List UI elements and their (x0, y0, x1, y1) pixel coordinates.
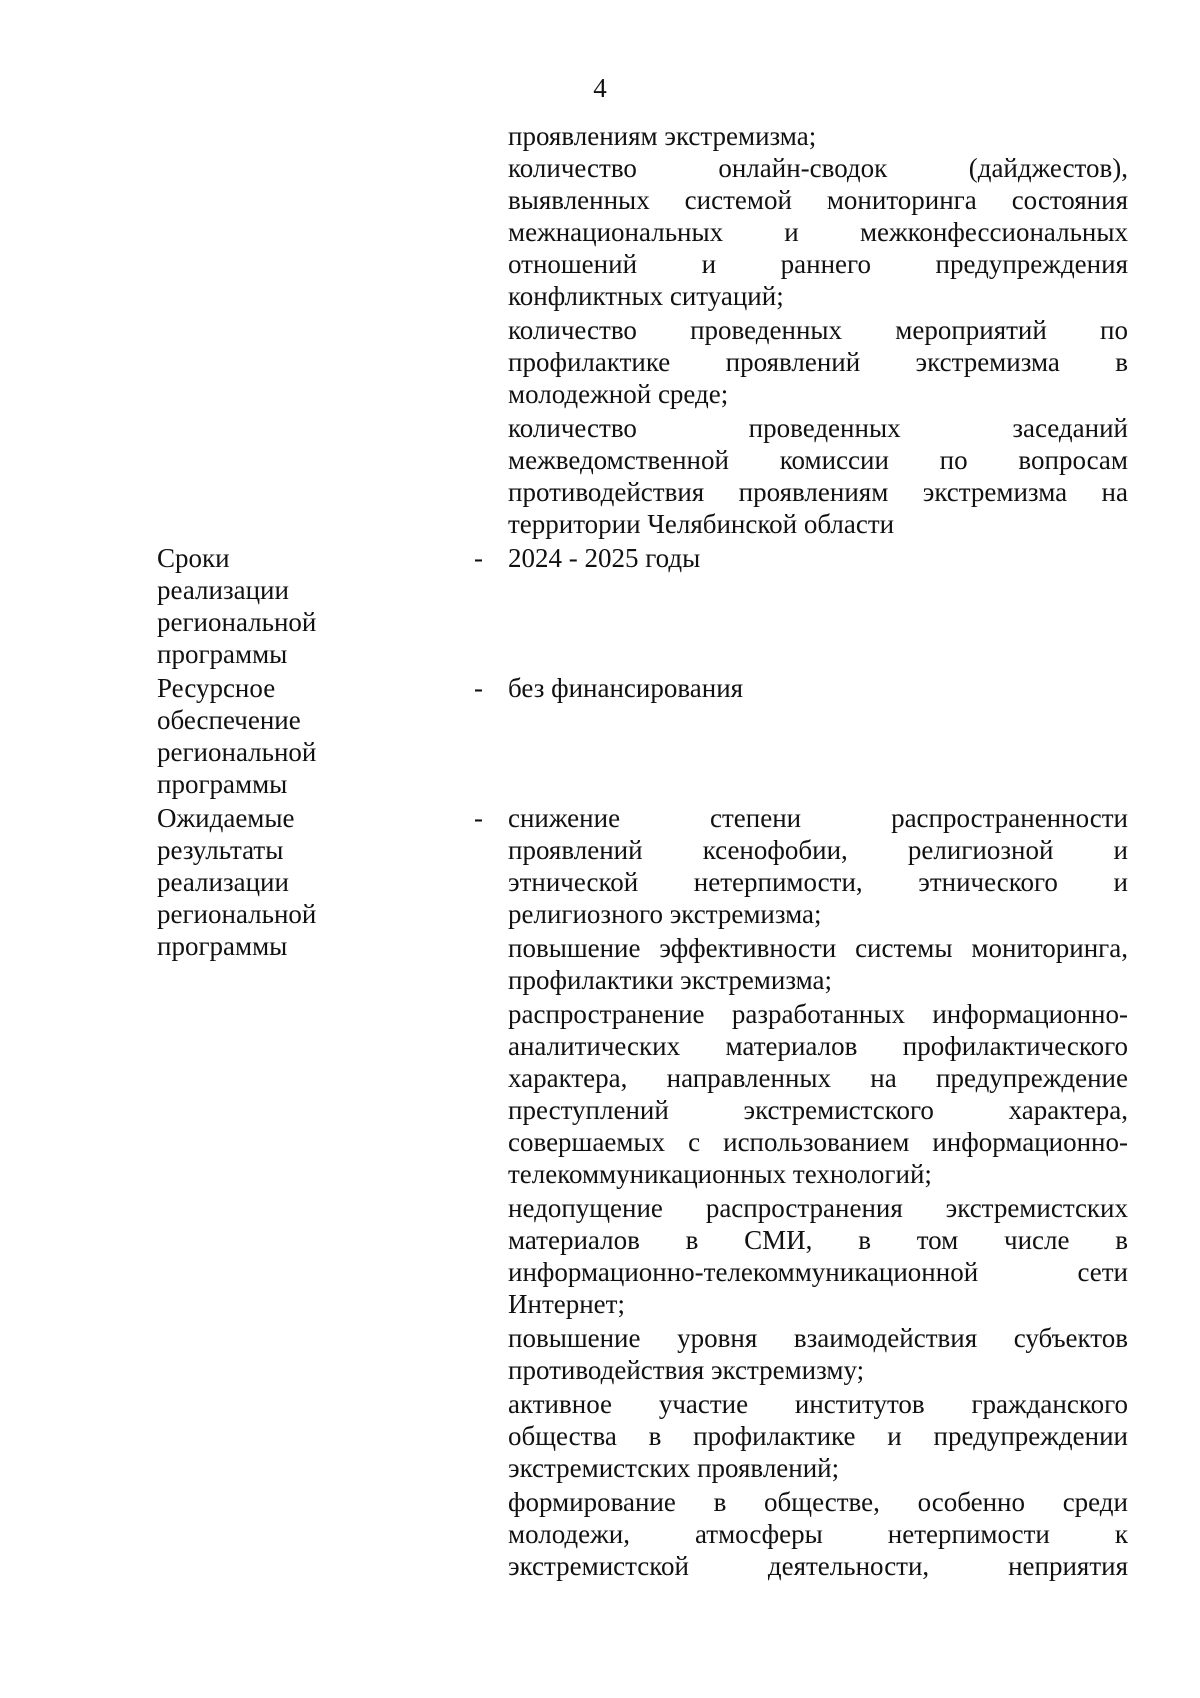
content-line: повышение эффективности системы мониторинга, (508, 933, 1128, 963)
label-line: региональной (157, 899, 317, 929)
content-line: молодежи, атмосферы нетерпимости к (508, 1519, 1128, 1549)
content-line: информационно-телекоммуникационной сети (508, 1257, 1128, 1287)
content-line: межведомственной комиссии по вопросам (508, 445, 1128, 475)
content-line: отношений и раннего предупреждения (508, 249, 1128, 279)
label-line: реализации (157, 867, 289, 897)
content-line: молодежной среде; (508, 379, 729, 409)
content-line: недопущение распространения экстремистских (508, 1193, 1128, 1223)
content-line: совершаемых с использованием информационно- (508, 1127, 1128, 1157)
content-line: без финансирования (508, 673, 744, 703)
content-line: формирование в обществе, особенно среди (508, 1487, 1128, 1517)
content-line: этнической нетерпимости, этнического и (508, 867, 1128, 897)
label-line: Сроки (157, 543, 230, 573)
label-line: программы (157, 639, 288, 669)
label-line: региональной (157, 737, 317, 767)
content-line: повышение уровня взаимодействия субъектов (508, 1323, 1128, 1353)
dash-separator: - (474, 803, 483, 833)
content-line: распространение разработанных информационно- (508, 999, 1128, 1029)
content-line: количество проведенных заседаний (508, 413, 1128, 443)
content-line: аналитических материалов профилактического (508, 1031, 1128, 1061)
content-line: 2024 - 2025 годы (508, 543, 701, 573)
content-line: материалов в СМИ, в том числе в (508, 1225, 1128, 1255)
label-line: Ресурсное (157, 673, 276, 703)
content-line: профилактики экстремизма; (508, 965, 833, 995)
page-number: 4 (593, 73, 607, 103)
label-line: программы (157, 931, 288, 961)
content-line: экстремистских проявлений; (508, 1453, 840, 1483)
label-line: Ожидаемые (157, 803, 295, 833)
content-line: религиозного экстремизма; (508, 899, 822, 929)
content-line: активное участие институтов гражданского (508, 1389, 1128, 1419)
label-line: региональной (157, 607, 317, 637)
content-line: количество проведенных мероприятий по (508, 315, 1128, 345)
label-line: обеспечение (157, 705, 301, 735)
content-line: преступлений экстремистского характера, (508, 1095, 1128, 1125)
content-line: телекоммуникационных технологий; (508, 1159, 932, 1189)
dash-separator: - (474, 673, 483, 703)
content-line: выявленных системой мониторинга состояния (508, 185, 1128, 215)
label-line: результаты (157, 835, 284, 865)
label-line: программы (157, 769, 288, 799)
dash-separator: - (474, 543, 483, 573)
content-line: территории Челябинской области (508, 509, 895, 539)
label-line: реализации (157, 575, 289, 605)
content-line: количество онлайн-сводок (дайджестов), (508, 153, 1128, 183)
content-line: межнациональных и межконфессиональных (508, 217, 1128, 247)
content-line: проявлениям экстремизма; (508, 121, 817, 151)
content-line: профилактике проявлений экстремизма в (508, 347, 1128, 377)
content-line: снижение степени распространенности (508, 803, 1128, 833)
content-line: экстремистской деятельности, неприятия (508, 1551, 1128, 1581)
content-line: проявлений ксенофобии, религиозной и (508, 835, 1128, 865)
content-line: конфликтных ситуаций; (508, 281, 784, 311)
content-line: противодействия экстремизму; (508, 1355, 865, 1385)
content-line: Интернет; (508, 1289, 625, 1319)
content-line: характера, направленных на предупреждение (508, 1063, 1128, 1093)
content-line: противодействия проявлениям экстремизма на (508, 477, 1128, 507)
content-line: общества в профилактике и предупреждении (508, 1421, 1128, 1451)
